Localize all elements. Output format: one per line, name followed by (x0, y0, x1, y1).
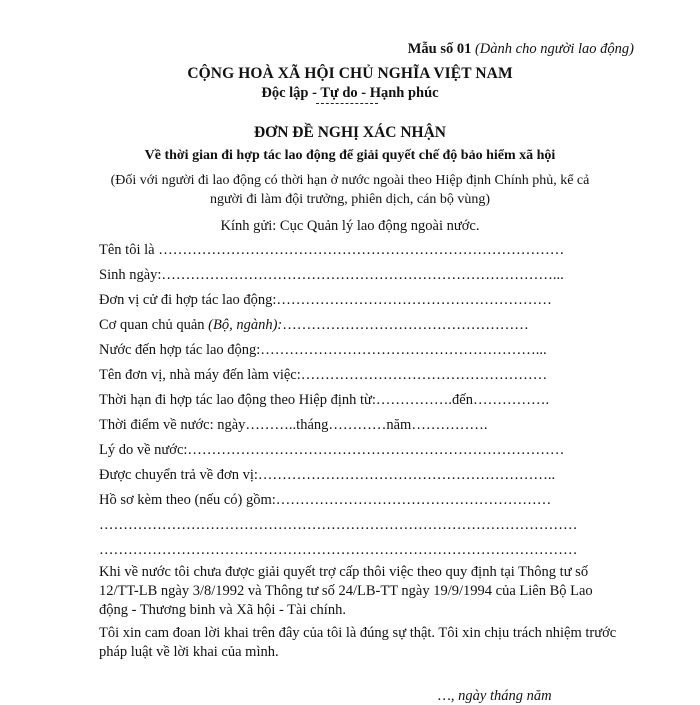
field-destination-country[interactable]: Nước đến hợp tác lao động:…………………………………………………... (99, 342, 547, 358)
scope-note-line-1: (Đối với người đi lao động có thời hạn ở nước ngoài theo Hiệp định Chính phủ, kể cả (110, 173, 590, 188)
scope-note-line-2: người đi làm đội trưởng, phiên dịch, cán bộ vùng) (210, 192, 490, 207)
field-managing-agency[interactable] (99, 317, 529, 334)
document-subtitle: Về thời gian đi hợp tác lao động để giải quyết chế độ bảo hiểm xã hội (144, 148, 556, 163)
country-name: CỘNG HOÀ XÃ HỘI CHỦ NGHĨA VIỆT NAM (187, 65, 513, 82)
field-attachments[interactable]: Hồ sơ kèm theo (nếu có) gồm:………………………………………………… (99, 492, 552, 508)
field-extra-line-1[interactable]: ……………………………………………………………………………………… (99, 517, 578, 533)
form-number (408, 41, 634, 58)
field-workplace[interactable]: Tên đơn vị, nhà máy đến làm việc:…………………………………………… (99, 367, 548, 383)
field-transferred-to[interactable]: Được chuyển trả về đơn vị:…………………………………………………….. (99, 467, 556, 483)
managing-agency-label: Cơ quan chủ quản (99, 317, 209, 333)
field-extra-line-2[interactable]: ……………………………………………………………………………………… (99, 542, 578, 558)
field-name[interactable]: Tên tôi là ………………………………………………………………………… (99, 242, 565, 258)
field-agreement-period[interactable]: Thời hạn đi hợp tác lao động theo Hiệp định từ:…………….đến……………. (99, 392, 550, 408)
field-birth-date[interactable]: Sinh ngày:………………………………………………………………………... (99, 267, 564, 283)
addressee: Kính gửi: Cục Quản lý lao động ngoài nước. (220, 218, 480, 234)
document-title: ĐƠN ĐỀ NGHỊ XÁC NHẬN (253, 124, 447, 141)
paragraph-allowance: Khi về nước tôi chưa được giải quyết trợ cấp thôi việc theo quy định tại Thông tư số 12/TT-LB ngày 3/8/1992 và Thông tư số 24/LB-TT ngày 19/9/1994 của Liên Bộ Lao động - Thương binh và Xã hội - Tài chính. (99, 564, 593, 618)
field-return-reason[interactable]: Lý do về nước:…………………………………………………………………… (99, 442, 565, 458)
managing-agency-hint: (Bộ, ngành): (208, 317, 283, 333)
national-motto: Độc lập - Tự do - Hạnh phúc (261, 85, 439, 101)
managing-agency-dots: …………………………………………… (282, 317, 529, 333)
date-line: …, ngày tháng năm (438, 688, 552, 704)
form-number-note: (Dành cho người lao động) (474, 41, 634, 57)
form-number-label: Mẫu số 01 (407, 41, 472, 57)
field-sending-unit[interactable]: Đơn vị cử đi hợp tác lao động:………………………………………………… (99, 292, 552, 308)
paragraph-declaration: Tôi xin cam đoan lời khai trên đây của tôi là đúng sự thật. Tôi xin chịu trách nhiệm trước pháp luật về lời khai của mình. (99, 625, 617, 660)
field-return-date[interactable]: Thời điểm về nước: ngày………..tháng…………năm……………. (99, 417, 488, 433)
header-separator (316, 103, 378, 104)
